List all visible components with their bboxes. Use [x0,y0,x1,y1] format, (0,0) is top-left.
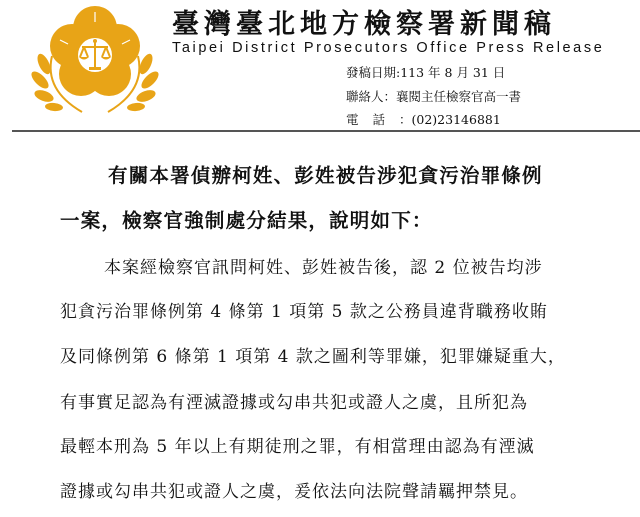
contact-phone [346,110,501,128]
contact-person: 聯絡人：襄閱主任檢察官高一書 [346,89,522,104]
body-line-5: 最輕本刑為 5 年以上有期徒刑之罪，有相當理由認為有湮滅 [60,437,535,457]
release-date: 發稿日期:113 年 8 月 31 日 [346,65,506,80]
press-release-subtitle-en: Taipei District Prosecutors Office Press Release [172,40,605,56]
article-heading-line-1: 有關本署偵辦柯姓、彭姓被告涉犯貪污治罪條例 [108,164,543,187]
press-release-title: 臺灣臺北地方檢察署新聞稿 [172,9,556,40]
header-divider [12,130,640,132]
body-line-6: 證據或勾串共犯或證人之虞，爰依法向法院聲請羈押禁見。 [60,482,528,502]
prosecutors-office-emblem-icon [30,0,160,118]
article-heading-line-2: 一案，檢察官強制處分結果，說明如下： [60,209,433,232]
body-line-3: 及同條例第 6 條第 1 項第 4 款之圖利等罪嫌，犯罪嫌疑重大， [60,347,566,367]
body-line-4: 有事實足認為有湮滅證據或勾串共犯或證人之虞，且所犯為 [60,393,528,413]
body-line-1: 本案經檢察官訊問柯姓、彭姓被告後，認 2 位被告均涉 [104,258,543,278]
phone-number: ：(02)23146881 [399,112,501,127]
body-line-2: 犯貪污治罪條例第 4 條第 1 項第 5 款之公務員違背職務收賄 [60,302,548,322]
phone-label: 電話 [346,112,400,127]
